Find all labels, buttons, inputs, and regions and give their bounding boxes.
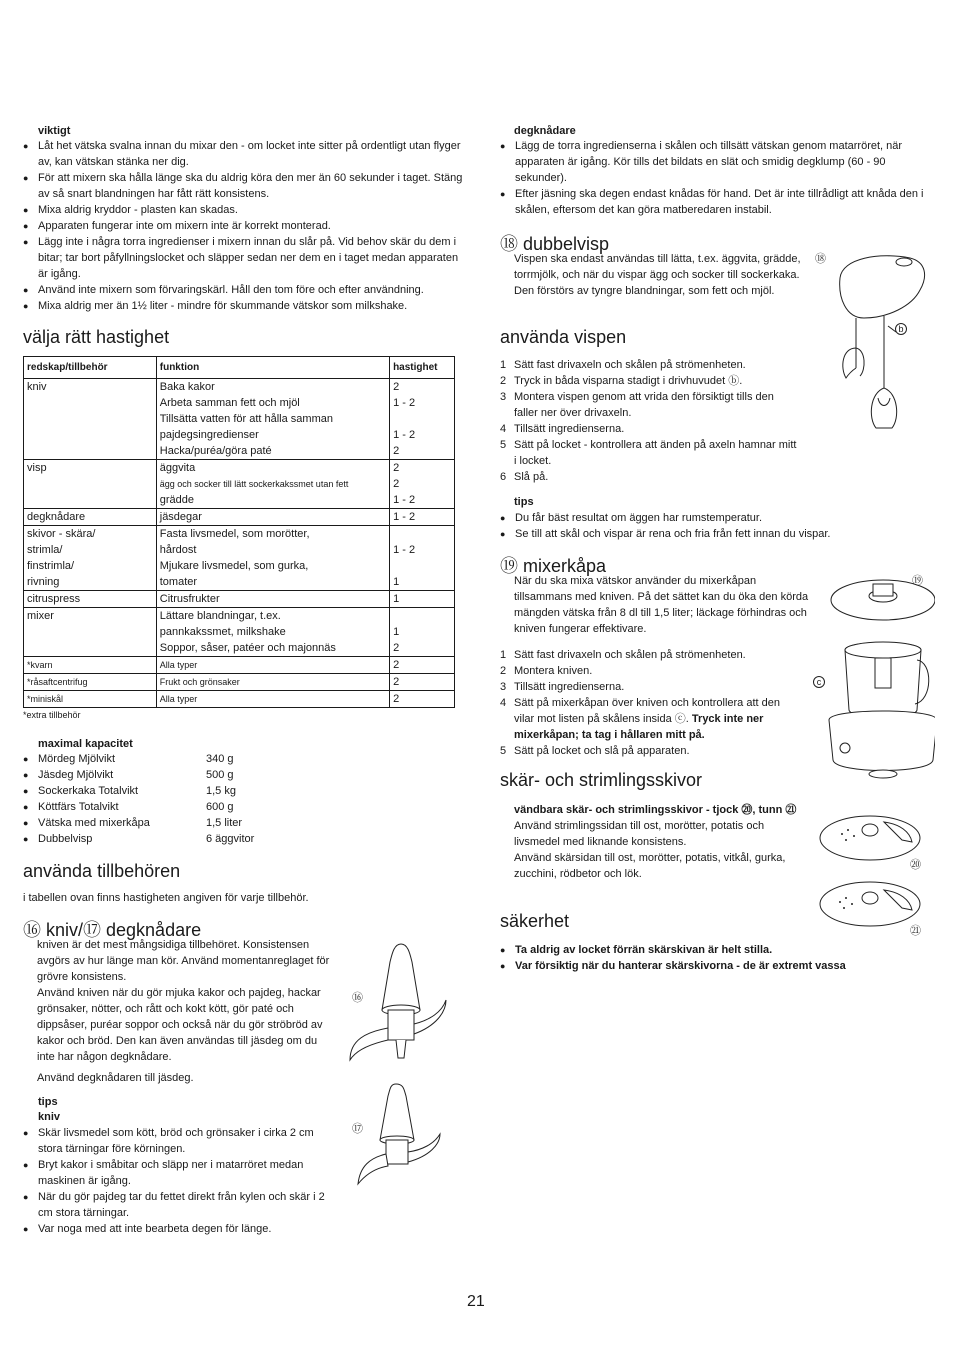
- table-header: hastighet: [390, 357, 455, 379]
- table-cell: visp: [24, 460, 157, 509]
- table-cell: skivor - skära/ strimla/ finstrimla/ rivning: [24, 526, 157, 591]
- capacity-list: [23, 751, 363, 847]
- table-cell: 1 - 2 1: [390, 526, 455, 591]
- list-item: ● När du gör pajdeg tar du fettet direkt från kylen och skär i 2 cm stora tärningar.: [23, 1189, 339, 1221]
- list-item: ● Låt het vätska svalna innan du mixar den - om locket inte sitter på ordentligt utan flyger av, kan vätskan stänka ner dig.: [23, 138, 463, 170]
- label-18: ⑱: [815, 253, 826, 265]
- list-item: ● Var försiktig när du hanterar skärskivorna - de är extremt vassa: [500, 958, 940, 974]
- label-b: b: [895, 323, 907, 335]
- label-20: ⑳: [910, 859, 921, 871]
- table-cell: *råsaftcentrifug: [24, 674, 157, 691]
- list-item: ● Jäsdeg Mjölvikt 500 g: [23, 767, 363, 783]
- list-item: ● Dubbelvisp 6 äggvitor: [23, 831, 363, 847]
- table-cell: 2: [390, 691, 455, 708]
- dubbelvisp-title: ⑱ dubbelvisp: [500, 234, 610, 254]
- viktigt-heading: viktigt: [38, 125, 71, 137]
- dough-hook-illustration: [346, 1080, 456, 1195]
- degknadare-list: [500, 138, 930, 218]
- list-item: ● Bryt kakor i småbitar och släpp ner i matarröret medan maskinen är igång.: [23, 1157, 339, 1189]
- whisk-illustration: [830, 248, 930, 433]
- skivor-section: [514, 802, 809, 882]
- skivor-heading: vändbara skär- och strimlingsskivor - tjock ⑳, tunn ㉑: [514, 804, 797, 816]
- mixerkapa-text: När du ska mixa vätskor använder du mixerkåpan tillsammans med kniven. På det sättet kan du öka den körda mängden vätska från 8 dl till 1,5 liter; läckage förhindras och kniven fungerar effektivare.: [514, 575, 809, 635]
- table-row: [24, 608, 455, 657]
- degknadare-section: [500, 124, 930, 218]
- table-cell: kniv: [24, 379, 157, 460]
- step-item: 5 Sätt på locket och slå på apparaten.: [500, 745, 690, 757]
- speed-table-wrap: [23, 356, 455, 720]
- speed-table: [23, 356, 455, 708]
- table-row: [24, 591, 455, 608]
- list-item: ● Var noga med att inte bearbeta degen för länge.: [23, 1221, 339, 1237]
- dubbelvisp-text: Vispen ska endast användas till lätta, t.ex. äggvita, grädde, torrmjölk, och när du vispar ägg och socker till sockerkaka. Den förstörs av tyngre blandningar, som fett och mjöl.: [514, 253, 801, 297]
- list-item: ● Efter jäsning ska degen endast knådas för hand. Det är inte tillrådligt att knåda den i skålen, eftersom det kan göra matberedaren instabil.: [500, 186, 930, 218]
- table-cell: Baka kakor Arbeta samman fett och mjöl Tillsätta vatten för att hålla samman pajdegsingredienser Hacka/puréa/göra paté: [156, 379, 389, 460]
- kniv-para: Använd degknådaren till jäsdeg.: [37, 1072, 194, 1084]
- list-item: ● Mördeg Mjölvikt 340 g: [23, 751, 363, 767]
- list-item: ● För att mixern ska hålla länge ska du aldrig köra den mer än 60 sekunder i taget. Stäng av så snart blandningen har fått rätt konsistens.: [23, 170, 463, 202]
- label-c: c: [813, 676, 825, 688]
- table-cell: Citrusfrukter: [156, 591, 389, 608]
- table-row: [24, 379, 455, 460]
- label-19: ⑲: [912, 575, 923, 587]
- vispen-steps: [500, 357, 800, 485]
- tips-heading: tips: [514, 496, 534, 508]
- list-item: ● Använd inte mixern som förvaringskärl. Håll den tom före och efter användning.: [23, 282, 463, 298]
- table-row: [24, 691, 455, 708]
- accessories-title: använda tillbehören: [23, 861, 181, 881]
- step-item: 3 Tillsätt ingredienserna.: [500, 681, 625, 693]
- step-item: 1 Sätt fast drivaxeln och skålen på strömenheten.: [500, 649, 746, 661]
- table-cell: äggvita ägg och socker till lätt sockerkakssmet utan fett grädde: [156, 460, 389, 509]
- list-item: ● Se till att skål och vispar är rena och fria från fett innan du vispar.: [500, 526, 930, 542]
- table-cell: Alla typer: [156, 691, 389, 708]
- table-cell: 2 1 - 2 1 - 2 2: [390, 379, 455, 460]
- table-row: [24, 526, 455, 591]
- mixer-cover-illustration: [815, 570, 935, 785]
- capacity-section: [23, 737, 363, 847]
- table-cell: *kvarn: [24, 657, 157, 674]
- table-row: [24, 460, 455, 509]
- list-item: ● Lägg inte i några torra ingredienser i mixern innan du slår på. Vid behov skär du dem i bitar; tar bort påfyllningslocket och släpper sedan ner dem en i taget medan apparaten är igång.: [23, 234, 463, 282]
- table-row: [24, 657, 455, 674]
- list-item: ● Apparaten fungerar inte om mixern inte är korrekt monterad.: [23, 218, 463, 234]
- list-item: ● Ta aldrig av locket förrän skärskivan är helt stilla.: [500, 942, 940, 958]
- table-cell: 2: [390, 674, 455, 691]
- table-row: [24, 674, 455, 691]
- step-item: 5 Sätt på locket - kontrollera att änden på axeln hamnar mitt i locket.: [500, 439, 797, 467]
- table-cell: 1 2: [390, 608, 455, 657]
- list-item: ● Vätska med mixerkåpa 1,5 liter: [23, 815, 363, 831]
- table-header: funktion: [156, 357, 389, 379]
- table-cell: degknådare: [24, 509, 157, 526]
- viktigt-section: [23, 124, 463, 314]
- step-item: 4 Sätt på mixerkåpan över kniven och kontrollera att den vilar mot listen på skålens insida ⓒ. Tryck inte ner mixerkåpan; ta tag i hållaren mitt på.: [500, 697, 780, 741]
- kniv-tips-list: [23, 1125, 339, 1237]
- slicing-discs-illustration: [812, 808, 927, 936]
- step-item: 4 Tillsätt ingredienserna.: [500, 423, 625, 435]
- table-cell: 1 - 2: [390, 509, 455, 526]
- tips-subheading: kniv: [38, 1111, 61, 1123]
- viktigt-list: [23, 138, 463, 314]
- step-item: 6 Slå på.: [500, 471, 549, 483]
- vispen-tips-list: [500, 510, 930, 542]
- table-header: redskap/tillbehör: [24, 357, 157, 379]
- vispen-tips: [500, 494, 930, 542]
- table-cell: *miniskål: [24, 691, 157, 708]
- step-item: 3 Montera vispen genom att vrida den försiktigt tills den faller ner över drivaxeln.: [500, 391, 774, 419]
- label-16: ⑯: [352, 992, 363, 1004]
- mixerkapa-steps: [500, 647, 800, 759]
- kniv-para: kniven är det mest mångsidiga tillbehöret. Konsistensen avgörs av hur länge man kör. Använd momentanreglaget för grövre konsistens.: [37, 939, 330, 983]
- list-item: ● Mixa aldrig mer än 1½ liter - mindre för skummande vätskor som milkshake.: [23, 298, 463, 314]
- kniv-tips: [23, 1095, 339, 1237]
- table-cell: Frukt och grönsaker: [156, 674, 389, 691]
- page-number: 21: [467, 1293, 485, 1310]
- kniv-para: Använd kniven när du gör mjuka kakor och pajdeg, hackar grönsaker, nötter, och rått och kokt kött, gör paté och dippsåser, puréar soppor och också när du gör ströbröd av kakor och bröd. Den kan även användas till jäsdeg om du inte har någon degknådare.: [37, 987, 323, 1063]
- step-item: 2 Montera kniven.: [500, 665, 593, 677]
- speed-title: välja rätt hastighet: [23, 327, 170, 347]
- mixerkapa-title: ⑲ mixerkåpa: [500, 556, 607, 576]
- skivor-text: Använd strimlingssidan till ost, morötter, potatis och livsmedel med liknande konsistens. Använd skärsidan till ost, morötter, potatis, vitkål, gurka, zucchini, rödbetor och lök.: [514, 820, 786, 880]
- table-cell: jäsdegar: [156, 509, 389, 526]
- list-item: ● Mixa aldrig kryddor - plasten kan skadas.: [23, 202, 463, 218]
- sakerhet-title: säkerhet: [500, 911, 570, 931]
- kniv-text: [37, 937, 337, 1086]
- table-cell: citruspress: [24, 591, 157, 608]
- vispen-title: använda vispen: [500, 327, 627, 347]
- label-21: ㉑: [910, 925, 921, 937]
- kniv-title: ⑯ kniv/⑰ degknådare: [23, 920, 202, 940]
- table-cell: 2 2 1 - 2: [390, 460, 455, 509]
- step-item: 1 Sätt fast drivaxeln och skålen på strömenheten.: [500, 359, 746, 371]
- table-cell: 1: [390, 591, 455, 608]
- degknadare-heading: degknådare: [514, 125, 576, 137]
- list-item: ● Skär livsmedel som kött, bröd och grönsaker i cirka 2 cm stora tärningar före körningen.: [23, 1125, 339, 1157]
- capacity-heading: maximal kapacitet: [38, 738, 133, 750]
- table-row: [24, 509, 455, 526]
- skivor-title: skär- och strimlingsskivor: [500, 770, 703, 790]
- sakerhet-list: [500, 942, 940, 974]
- list-item: ● Lägg de torra ingredienserna i skålen och tillsätt vätskan genom matarröret, när apparaten är igång. Kör tills det bildats en slät och smidig degklump (60 - 90 sekunder).: [500, 138, 930, 186]
- tips-heading: tips: [38, 1096, 58, 1108]
- table-footnote: *extra tillbehör: [23, 710, 81, 720]
- accessories-text: i tabellen ovan finns hastigheten angiven för varje tillbehör.: [23, 892, 309, 904]
- list-item: ● Köttfärs Totalvikt 600 g: [23, 799, 363, 815]
- list-item: ● Du får bäst resultat om äggen har rumstemperatur.: [500, 510, 930, 526]
- table-cell: mixer: [24, 608, 157, 657]
- table-cell: Lättare blandningar, t.ex. pannkakssmet, milkshake Soppor, såser, patéer och majonnäs: [156, 608, 389, 657]
- table-cell: Alla typer: [156, 657, 389, 674]
- knife-illustration: [346, 940, 456, 1070]
- list-item: ● Sockerkaka Totalvikt 1,5 kg: [23, 783, 363, 799]
- table-cell: Fasta livsmedel, som morötter, hårdost Mjukare livsmedel, som gurka, tomater: [156, 526, 389, 591]
- table-cell: 2: [390, 657, 455, 674]
- step-item: 2 Tryck in båda visparna stadigt i drivhuvudet ⓑ.: [500, 375, 743, 387]
- label-17: ⑰: [352, 1123, 363, 1135]
